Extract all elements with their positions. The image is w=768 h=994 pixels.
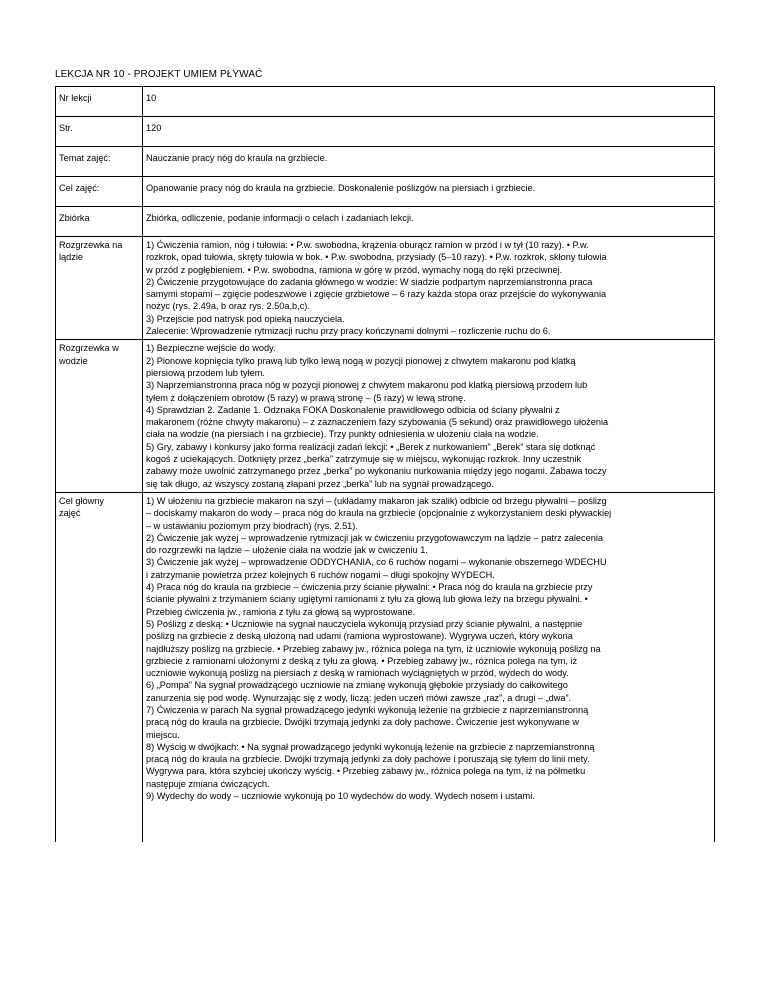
content-line: 5) Gry, zabawy i konkursy jako forma realizacji zadań lekcji: • „Berek z nurkowaniem” „Berek” stara się dotknąć (146, 441, 596, 452)
content-line: Zbiórka, odliczenie, podanie informacji o celach i zadaniach lekcji. (146, 213, 414, 223)
row-label-cell (56, 177, 143, 207)
content-line: 4) Sprawdzian 2. Zadanie 1. Odznaka FOKA Doskonalenie prawidłowego odbicia od ściany pływalni z (146, 404, 560, 415)
content-line: zanurzenia się pod wodę. Wynurzając się z wody, liczą: jeden uczeń mówi zawsze „raz”, a drugi – „dwa”. (146, 692, 572, 703)
content-line: ścianie pływalni z trzymaniem ściany ugiętymi ramionami z tyłu za głową lub głowa leży na brzegu pływalni. • (146, 594, 588, 605)
content-line: Zalecenie: Wprowadzenie rytmizacji ruchu przy pracy kończynami dolnymi – rozliczenie ruchu do 6. (146, 326, 551, 337)
row-label: lądzie (59, 252, 84, 263)
content-line: najdłuższy poślizg na grzbiecie. • Przebieg zabawy jw., różnica polega na tym, iż uczniowie wykonują poślizg na (146, 643, 601, 654)
row-content-cell (143, 177, 715, 207)
table-row-cel-glowny-zajec (56, 492, 715, 842)
table-row-rozgrzewka-na-ladzie (56, 237, 715, 340)
table-row-rozgrzewka-w-wodzie (56, 340, 715, 493)
table-row-cel-zajec (56, 177, 715, 207)
content-line: uczniowie wykonują poślizg na piersiach z deską w ramionach wyciągniętych w przód, wydech do wody. (146, 668, 569, 679)
row-content-cell (143, 237, 715, 340)
row-label-cell (56, 147, 143, 177)
row-label: Nr lekcji (59, 93, 92, 103)
content-line: miejscu. (146, 729, 180, 740)
row-label-cell (56, 492, 143, 842)
content-line: 4) Praca nóg do kraula na grzbiecie – ćwiczenia przy ścianie pływalni: • Praca nóg do kraula na grzbiecie przy (146, 582, 593, 593)
row-content-cell (143, 340, 715, 493)
content-line: 2) Pionowe kopnięcia tylko prawą lub tylko lewą nogą w pozycji pionowej z chwytem makaronu pod klatką (146, 355, 576, 366)
content-line: 6) „Pompa” Na sygnał prowadzącego uczniowie na zmianę wykonują głębokie przysiady do całkowitego (146, 680, 568, 691)
content-line: 9) Wydechy do wody – uczniowie wykonują po 10 wydechów do wody. Wydech nosem i ustami. (146, 791, 535, 802)
content-line: 5) Poślizg z deską: • Uczniowie na sygnał nauczyciela wykonują przysiad przy ścianie pływalni, a następnie (146, 618, 583, 629)
table-row-nr-lekcji (56, 87, 715, 117)
content-line: samymi stopami – zgięcie podeszwowe i zgięcie grzbietowe – 6 razy każda stopa oraz przejście do wykonywania (146, 289, 607, 300)
content-line: 3) Przejście pod natrysk pod opieką nauczyciela. (146, 313, 345, 324)
table-row-str (56, 117, 715, 147)
table-row-zbiorka (56, 207, 715, 237)
content-line: rozkrok, opad tułowia, skręty tułowia w bok. • P.w. swobodna, przysiady (5–10 razy). • P.w. rozkrok, skłony tułowia (146, 252, 607, 263)
row-label-cell (56, 207, 143, 237)
table-row-temat-zajec (56, 147, 715, 177)
row-label-cell (56, 340, 143, 493)
content-line: Opanowanie pracy nóg do kraula na grzbiecie. Doskonalenie poślizgów na piersiach i grzbiecie. (146, 183, 536, 193)
content-line: 1) Bezpieczne wejście do wody. (146, 343, 276, 354)
content-line: następuje zmiana ćwiczących. (146, 778, 270, 789)
row-content-cell (143, 492, 715, 842)
row-content-cell (143, 87, 715, 117)
content-line: Przebieg ćwiczenia jw., ramiona z tyłu za głową są wyprostowane. (146, 606, 416, 617)
content-line: – dociskamy makaron do wody – praca nóg do kraula na grzbiecie (opcjonalnie z wykorzystaniem deski pływackiej (146, 508, 612, 519)
content-line: zabawy może uwolnić zatrzymanego przez „berka” po wykonaniu nurkowania między jego nogami. Zabawa toczy (146, 466, 607, 477)
row-label: Str. (59, 123, 73, 133)
content-line: Wygrywa para, która szybciej ukończy wyścig. • Przebieg zabawy jw., różnica polega na tym, iż na półmetku (146, 766, 586, 777)
content-line: 7) Ćwiczenia w parach Na sygnał prowadzącego jedynki wykonują leżenie na grzbiecie z naprzemianstronną (146, 704, 589, 715)
row-label: Temat zajęć: (59, 153, 111, 163)
content-line: pracą nóg do kraula na grzbiecie. Dwójki trzymają jedynki za doły pachowe i poruszają się tyłem do linii mety. (146, 754, 590, 765)
content-line: makaronem (różne chwyty makaronu) – z zaznaczeniem fazy szybowania (5 sekund) oraz prawidłowego ułożenia (146, 417, 609, 428)
row-content-cell (143, 117, 715, 147)
row-content-cell (143, 207, 715, 237)
content-line: 3) Ćwiczenie jak wyżej – wprowadzenie ODDYCHANIA, co 6 ruchów nogami – wykonanie obszernego WDECHU (146, 557, 607, 568)
content-line: 120 (146, 123, 162, 133)
row-label-cell (56, 237, 143, 340)
content-line: 3) Naprzemianstronna praca nóg w pozycji pionowej z chwytem makaronu pod klatką piersiową przodem lub (146, 380, 588, 391)
content-line: nożyc (rys. 2.49a, b oraz rys. 2.50a,b,c). (146, 301, 310, 312)
content-line: ciała na wodzie (na piersiach i na grzbiecie). Trzy punkty odniesienia w ułożeniu ciała na wodzie. (146, 429, 539, 440)
row-label-cell (56, 87, 143, 117)
content-line: 8) Wyścig w dwójkach: • Na sygnał prowadzącego jedynki wykonują leżenie na grzbiecie z naprzemianstronną (146, 741, 595, 752)
content-line: Nauczanie pracy nóg do kraula na grzbiecie. (146, 153, 328, 163)
content-line: poślizg na grzbiecie z deską ułożoną nad udami (ramiona wyprostowane). Wygrywa uczeń, który wykona (146, 631, 573, 642)
content-line: w przód z pogłębieniem. • P.w. swobodna, ramiona w górę w przód, wymachy nogą do ręki przeciwnej. (146, 264, 563, 275)
content-line: 1) W ułożeniu na grzbiecie makaron na szyi – (układamy makaron jak szalik) odbicie od brzegu pływalni – poślizg (146, 495, 607, 506)
lesson-table (55, 86, 715, 842)
content-line: 2) Ćwiczenie przygotowujące do zadania głównego w wodzie: W siadzie podpartym naprzemianstronna praca (146, 276, 593, 287)
document-title: LEKCJA NR 10 - PROJEKT UMIEM PŁYWAĆ (55, 69, 263, 80)
row-label: wodzie (59, 355, 88, 366)
row-label: zajęć (59, 508, 81, 519)
content-line: tyłem z dołączeniem obrotów (5 razy) w prawą stronę – (5 razy) w lewą stronę. (146, 392, 466, 403)
row-content-cell (143, 147, 715, 177)
content-line: kogoś z uciekających. Dotknięty przez „berka” zatrzymuje się w miejscu, wykonując rozkrok. Inny uczestnik (146, 454, 582, 465)
content-line: 10 (146, 93, 157, 103)
row-label: Zbiórka (59, 213, 90, 223)
content-line: do rozgrzewki na lądzie – ułożenie ciała na wodzie jak w ćwiczeniu 1. (146, 545, 428, 556)
row-label-cell (56, 117, 143, 147)
row-label: Rozgrzewka na (59, 240, 123, 250)
content-line: grzbiecie z ramionami ułożonymi z deską z tyłu za głową. • Przebieg zabawy jw., różnica polega na tym, iż (146, 655, 578, 666)
content-line: 1) Ćwiczenia ramion, nóg i tułowia: • P.w. swobodna, krążenia oburącz ramion w przód i w tył (10 razy). • P.w. (146, 240, 589, 250)
content-line: 2) Ćwiczenie jak wyżej – wprowadzenie rytmizacji jak w ćwiczeniu przygotowawczym na lądzie – patrz zalecenia (146, 532, 604, 543)
content-line: piersiową przodem lub tyłem. (146, 367, 265, 378)
content-line: i zatrzymanie powietrza przez kolejnych 6 ruchów nogami – długi spokojny WYDECH. (146, 569, 495, 580)
content-line: – w ustawianiu poziomym przy biodrach) (rys. 2.51). (146, 520, 358, 531)
row-label: Rozgrzewka w (59, 343, 119, 354)
content-line: się tak długo, aż wszyscy zostaną złapani przez „berka” lub na sygnał prowadzącego. (146, 478, 494, 489)
row-label: Cel główny (59, 495, 104, 506)
content-line: pracą nóg do kraula na grzbiecie. Dwójki trzymają jedynki za doły pachowe. Ćwiczenie jest wykonywane w (146, 717, 580, 728)
row-label: Cel zajęć: (59, 183, 100, 193)
